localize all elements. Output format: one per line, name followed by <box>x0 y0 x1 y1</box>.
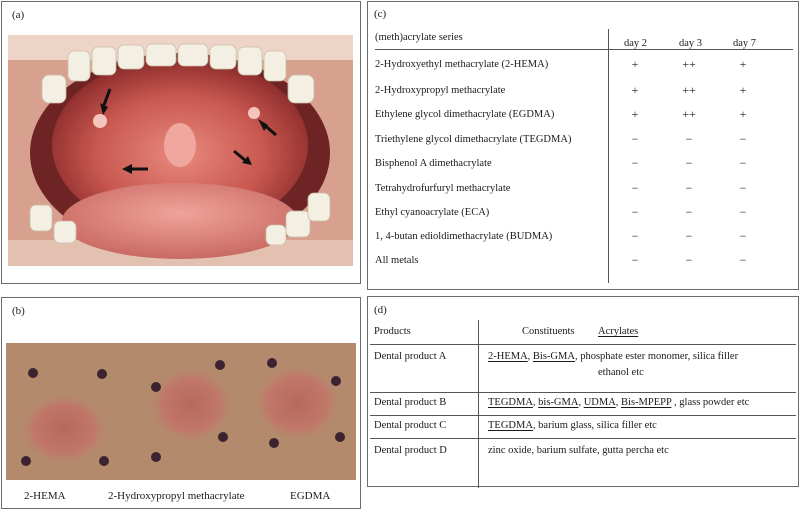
other-constituents: , phosphate ester monomer, silica filler <box>574 351 739 362</box>
product-name: Dental product B <box>374 397 447 408</box>
acrylate-name: 2-HEMA <box>488 351 528 362</box>
acrylate-name: bis-GMA <box>538 397 579 408</box>
reaction-mark: − <box>685 229 693 243</box>
reaction-mark: − <box>631 205 639 219</box>
row-separator <box>370 344 796 345</box>
reaction-mark: + <box>739 107 747 121</box>
product-constituents: TEGDMA, bis-GMA, UDMA, Bis-MPEPP , glass powder etc <box>488 397 750 408</box>
reaction-mark: − <box>631 132 639 146</box>
reaction-mark: − <box>739 156 747 170</box>
product-name: Dental product C <box>374 420 447 431</box>
panel-b-label: (b) <box>12 305 25 317</box>
product-constituents <box>488 420 657 431</box>
table-divider-horizontal <box>375 49 793 50</box>
table-row-label: Bisphenol A dimethacrylate <box>375 158 492 169</box>
reaction-mark: − <box>739 253 747 267</box>
reaction-mark: − <box>685 253 693 267</box>
caption-hydroxypropyl: 2-Hydroxypropyl methacrylate <box>108 490 245 502</box>
table-row-label: 2-Hydroxyethyl methacrylate (2-HEMA) <box>375 59 549 70</box>
reaction-mark: − <box>685 132 693 146</box>
day-header: day 7 <box>733 38 757 49</box>
acrylate-name: Bis-GMA <box>532 351 575 362</box>
reaction-mark: − <box>685 205 693 219</box>
panel-a-label: (a) <box>12 9 25 21</box>
patch-test-photo <box>6 343 356 480</box>
other-constituents-cont: ethanol etc <box>598 367 644 378</box>
reaction-mark: − <box>685 156 693 170</box>
other-constituents: , barium glass, silica filler etc <box>532 420 657 431</box>
other-constituents: zinc oxide, barium sulfate, gutta percha etc <box>488 445 669 456</box>
reaction-mark: + <box>739 83 747 97</box>
table-row-label: Tetrahydrofurfuryl methacrylate <box>375 183 511 194</box>
product-name: Dental product A <box>374 351 447 362</box>
table-row-label: All metals <box>375 255 419 266</box>
products-header: Products <box>374 326 411 337</box>
table-divider-vertical <box>478 320 479 488</box>
table-row-label: Ethyl cyanoacrylate (ECA) <box>375 207 490 218</box>
panel-c-table <box>367 1 799 290</box>
reaction-mark: − <box>631 181 639 195</box>
panel-b <box>1 297 361 509</box>
panel-d-label: (d) <box>374 304 387 316</box>
product-name: Dental product D <box>374 445 447 456</box>
reaction-mark: − <box>739 205 747 219</box>
series-header: (meth)acrylate series <box>375 32 463 43</box>
product-constituents: 2-HEMA, Bis-GMA, phosphate ester monomer, silica filler <box>488 351 739 362</box>
reaction-mark: ++ <box>682 107 696 121</box>
panel-d-table <box>367 296 799 487</box>
row-separator <box>370 438 796 439</box>
acrylate-name: UDMA <box>583 397 616 408</box>
panel-c-label: (c) <box>374 8 387 20</box>
table-row-label: 2-Hydroxypropyl methacrylate <box>375 85 506 96</box>
row-separator <box>370 415 796 416</box>
reaction-mark: + <box>631 107 639 121</box>
acrylate-name: TEGDMA <box>488 397 533 408</box>
acrylate-name: Bis-MPEPP <box>621 397 672 408</box>
acrylates-header: Acrylates <box>598 326 639 337</box>
reaction-mark: + <box>631 83 639 97</box>
other-constituents: , glass powder etc <box>671 397 750 408</box>
row-separator <box>370 392 796 393</box>
caption-hema: 2-HEMA <box>24 490 66 502</box>
acrylate-name: TEGDMA <box>488 420 533 431</box>
reaction-mark: − <box>631 253 639 267</box>
table-row-label: Triethylene glycol dimethacrylate (TEGDMA) <box>375 134 572 145</box>
day-header: day 2 <box>624 38 648 49</box>
reaction-mark: + <box>631 57 639 71</box>
reaction-mark: − <box>739 229 747 243</box>
product-constituents <box>488 445 669 456</box>
constituents-header: Constituents <box>522 326 575 337</box>
reaction-mark: ++ <box>682 57 696 71</box>
reaction-mark: − <box>631 229 639 243</box>
reaction-mark: + <box>739 57 747 71</box>
caption-egdma: EGDMA <box>290 490 331 502</box>
reaction-mark: − <box>631 156 639 170</box>
reaction-mark: − <box>739 181 747 195</box>
reaction-mark: ++ <box>682 83 696 97</box>
reaction-mark: − <box>739 132 747 146</box>
reaction-mark: − <box>685 181 693 195</box>
oral-cavity-photo <box>8 35 353 266</box>
day-header: day 3 <box>679 38 703 49</box>
table-row-label: 1, 4-butan edioldimethacrylate (BUDMA) <box>375 231 553 242</box>
table-divider-vertical <box>608 29 609 283</box>
table-row-label: Ethylene glycol dimethacrylate (EGDMA) <box>375 109 555 120</box>
panel-a <box>1 1 361 284</box>
